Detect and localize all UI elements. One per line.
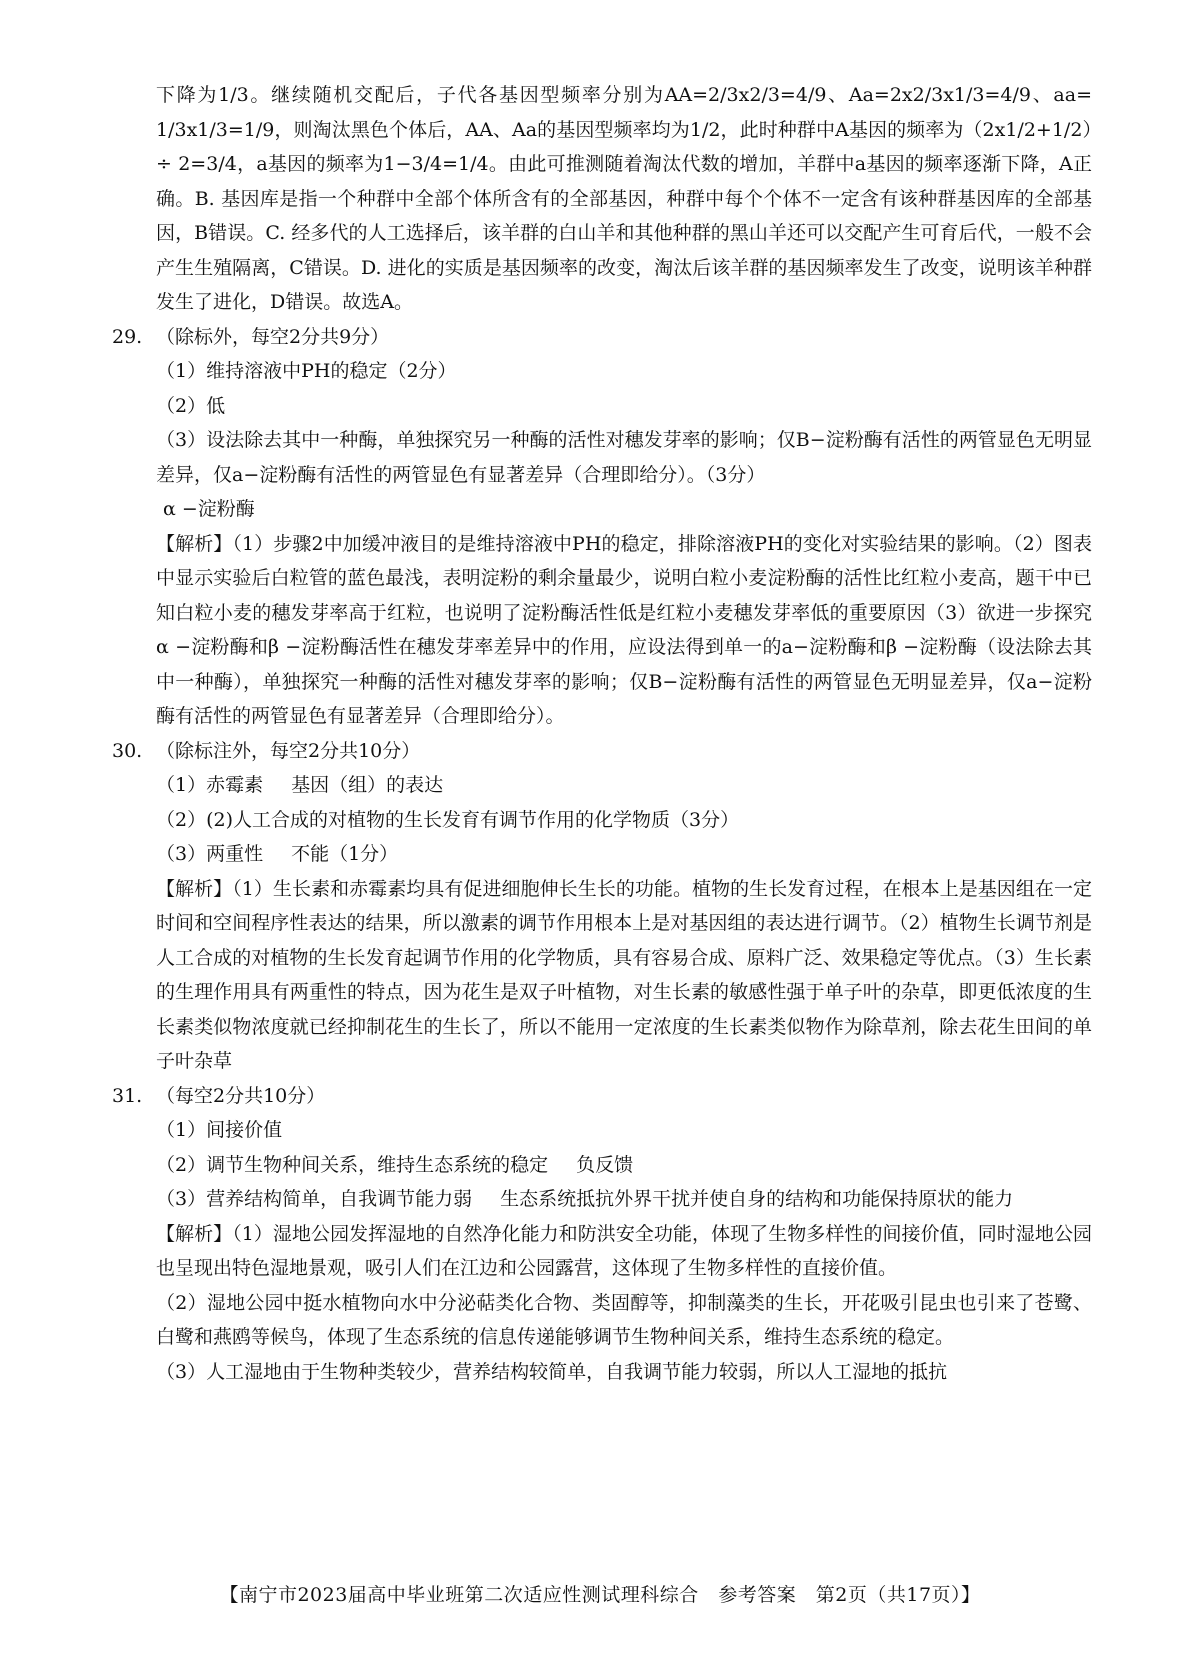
q31-header [112, 1079, 1092, 1114]
q29-number: 29. [112, 325, 143, 348]
q29-answer-1: （1）维持溶液中PH的稳定（2分） [156, 360, 457, 382]
q30-answer-3a: （3）两重性 [156, 843, 264, 865]
q30-answer-3 [112, 837, 1092, 872]
q29-analysis: 【解析】（1）步骤2中加缓冲液目的是维持溶液中PH的稳定，排除溶液PH的变化对实验结果的影响。（2）图表中显示实验后白粒管的蓝色最浅，表明淀粉的剩余量最少，说明白粒小麦淀粉酶的活性比红粒小麦高，题干中已知白粒小麦的穗发芽率高于红粒，也说明了淀粉酶活性低是红粒小麦穗发芽率低的重要原因（3）欲进一步探究α −淀粉酶和β −淀粉酶活性在穗发芽率差异中的作用，应设法得到单一的a−淀粉酶和β −淀粉酶（设法除去其中一种酶），单独探究一种酶的活性对穗发芽率的影响；仅B−淀粉酶有活性的两管显色无明显差异，仅a−淀粉酶有活性的两管显色有显著差异（合理即给分）。 [156, 532, 1092, 727]
q30-scoring-note: （除标注外，每空2分共10分） [156, 739, 421, 762]
page-footer: 【南宁市2023届高中毕业班第二次适应性测试理科综合 参考答案 第2页（共17页）】 [219, 1584, 981, 1606]
q30-number: 30. [112, 739, 143, 762]
q29-scoring-note: （除标外，每空2分共9分） [156, 325, 390, 348]
q30-answer-2: （2）(2)人工合成的对植物的生长发育有调节作用的化学物质（3分） [156, 808, 740, 831]
q31-answer-1: （1）间接价值 [156, 1119, 283, 1141]
q30-analysis: 【解析】（1）生长素和赤霉素均具有促进细胞伸长生长的功能。植物的生长发育过程，在根本上是基因组在一定时间和空间程序性表达的结果，所以激素的调节作用根本上是对基因组的表达进行调节。（2）植物生长调节剂是人工合成的对植物的生长发育起调节作用的化学物质，具有容易合成、原料广泛、效果稳定等优点。（3）生长素的生理作用具有两重性的特点，因为花生是双子叶植物，对生长素的敏感性强于单子叶的杂草，即更低浓度的生长素类似物浓度就已经抑制花生的生长了，所以不能用一定浓度的生长素类似物作为除草剂，除去花生田间的单子叶杂草 [156, 877, 1092, 1072]
q29-header [112, 320, 1092, 355]
q30-answer-1 [112, 768, 1092, 803]
q31-number: 31. [112, 1084, 143, 1107]
q30-answer-1b: 基因（组）的表达 [291, 774, 444, 796]
q29-answer-3b: α −淀粉酶 [163, 498, 255, 520]
q30-answer-3b: 不能（1分） [291, 843, 399, 865]
q31-answer-3b: 生态系统抵抗外界干扰并使自身的结构和功能保持原状的能力 [500, 1188, 1014, 1210]
q31-answer-2 [112, 1148, 1092, 1183]
page-content [112, 78, 1092, 1389]
q31-analysis-1: 【解析】（1）湿地公园发挥湿地的自然净化能力和防洪安全功能，体现了生物多样性的间接价值，同时湿地公园也呈现出特色湿地景观，吸引人们在江边和公园露营，这体现了生物多样性的直接价值。 [156, 1222, 1092, 1279]
q30-header [112, 734, 1092, 769]
q28-analysis-tail: 下降为1/3。继续随机交配后，子代各基因型频率分别为AA=2/3x2/3=4/9、Aa=2x2/3x1/3=4/9、aa= 1/3x1/3=1/9，则淘汰黑色个体后，AA、Aa的基因型频率均为1/2，此时种群中A基因的频率为（2x1/2+1/2）÷ 2=3/4，a基因的频率为1−3/4=1/4。由此可推测随着淘汰代数的增加，羊群中a基因的频率逐渐下降，A正确。B. 基因库是指一个种群中全部个体所含有的全部基因，种群中每个个体不一定含有该种群基因库的全部基因，B错误。C. 经多代的人工选择后，该羊群的白山羊和其他种群的黑山羊还可以交配产生可育后代，一般不会产生生殖隔离，C错误。D. 进化的实质是基因频率的改变，淘汰后该羊群的基因频率发生了改变，说明该羊种群发生了进化，D错误。故选A。 [156, 84, 1092, 313]
q30-answer-1a: （1）赤霉素 [156, 774, 264, 796]
q29-answer-3: （3）设法除去其中一种酶，单独探究另一种酶的活性对穗发芽率的影响；仅B−淀粉酶有活性的两管显色无明显差异，仅a−淀粉酶有活性的两管显色有显著差异（合理即给分）。（3分） [156, 429, 1092, 486]
q31-analysis-3: （3）人工湿地由于生物种类较少，营养结构较简单，自我调节能力较弱，所以人工湿地的抵抗 [156, 1360, 948, 1383]
q31-answer-3 [112, 1182, 1092, 1217]
q31-answer-2b: 负反馈 [576, 1153, 634, 1176]
q31-answer-3a: （3）营养结构简单，自我调节能力弱 [156, 1188, 473, 1210]
q31-answer-2a: （2）调节生物种间关系，维持生态系统的稳定 [156, 1153, 549, 1176]
q31-analysis-2: （2）湿地公园中挺水植物向水中分泌萜类化合物、类固醇等，抑制藻类的生长，开花吸引昆虫也引来了苍鹭、白鹭和燕鸥等候鸟，体现了生态系统的信息传递能够调节生物种间关系，维持生态系统的稳定。 [156, 1291, 1092, 1348]
q29-answer-2: （2）低 [156, 394, 226, 417]
q31-scoring-note: （每空2分共10分） [156, 1084, 326, 1107]
